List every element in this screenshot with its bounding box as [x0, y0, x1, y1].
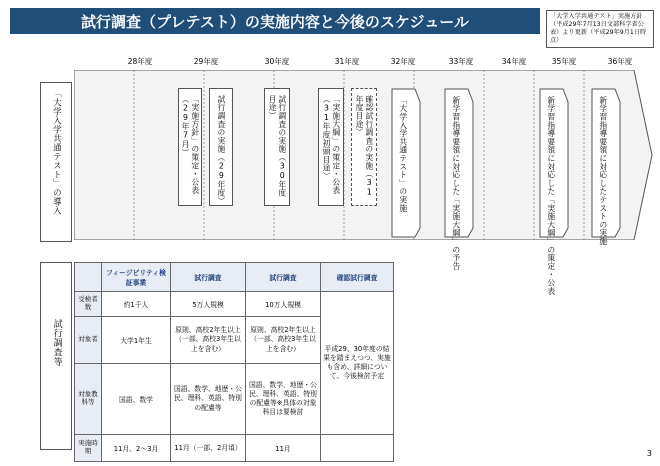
table-row: 対象者 大学1年生 原則、高校2年生以上（一部、高校3年生以上を含む） 原則、高校2年生以上（一部、高校3年生以上を含む）	[75, 317, 394, 364]
table-row: 受検者数 約1千人 5万人規模 10万人規模 平成29、30年度の結果を踏まえつつ、実施も含め、詳細について、今後検討予定	[75, 292, 394, 317]
year-label-36: 36年度	[607, 57, 633, 66]
year-label-34: 34年度	[501, 57, 527, 66]
intro-label-box	[40, 82, 72, 242]
trial-detail-table	[74, 262, 394, 462]
year-label-30: 30年度	[264, 57, 290, 66]
table-row: 対象教科等 国語、数学 国語、数学、地歴・公民、理科、英語、特別の配慮等 国語、数学、地歴・公民、理科、英語、特別の配慮等※具体の対象科目は要検討	[75, 364, 394, 435]
stage-29-trial: 試行調査の実施（29年度）	[209, 88, 233, 206]
trial-label: 試行調査等	[51, 319, 62, 367]
stage-36-text: 新学習指導要領に対応したテストの実施	[598, 96, 608, 246]
col-header-confirm-trial: 確認試行調査	[321, 263, 394, 292]
row-header-period: 実施時期	[75, 435, 102, 462]
year-label-29: 29年度	[193, 57, 219, 66]
col-header-trial-30: 試行調査	[246, 263, 321, 292]
row-header-subjects: 対象教科等	[75, 364, 102, 435]
table-header-row	[75, 263, 394, 292]
stage-31-confirm-trial: 確認試行調査の実施（31年度目途）	[351, 88, 377, 206]
col-header-feasibility: フィージビリティ検証事業	[102, 263, 171, 292]
stage-29-policy: 「実施方針」の策定・公表（29年7月）	[178, 88, 202, 206]
year-label-33: 33年度	[448, 57, 474, 66]
year-label-35: 35年度	[551, 57, 577, 66]
year-label-28: 28年度	[127, 57, 153, 66]
col-header-trial-29: 試行調査	[171, 263, 246, 292]
stage-33-text: 新学習指導要領に対応した「実施大綱」の予告	[451, 96, 461, 271]
table-row: 実施時期 11月、2～3月 11月（一部、2月頃） 11月	[75, 435, 394, 462]
row-header-target: 対象者	[75, 317, 102, 364]
stage-31-outline: 「実施大綱」の策定・公表（31年度初頭目途）	[318, 88, 344, 206]
year-label-31: 31年度	[334, 57, 360, 66]
source-note: 「大学入学共通テスト」実施方針（平成29年7月13日文部科学省公表）より更新（平成29年9月1日時点）	[546, 10, 654, 48]
intro-label: 「大学入学共通テスト」の導入	[51, 89, 62, 215]
page-title-text: 試行調査（プレテスト）の実施内容と今後のスケジュール	[81, 12, 469, 31]
trial-label-box	[40, 262, 72, 450]
stage-30-trial: 試行調査の実施（30年度目途）	[264, 88, 290, 206]
year-label-32: 32年度	[390, 57, 416, 66]
page-number: 3	[646, 449, 652, 458]
stage-35-text: 新学習指導要領に対応した「実施大綱」の策定・公表	[546, 96, 556, 296]
confirm-trial-note: 平成29、30年度の結果を踏まえつつ、実施も含め、詳細について、今後検討予定	[321, 292, 394, 435]
stage-32-text: 「大学入学共通テスト」の実施	[398, 96, 408, 213]
row-header-examinees: 受検者数	[75, 292, 102, 317]
page-title	[10, 8, 540, 34]
